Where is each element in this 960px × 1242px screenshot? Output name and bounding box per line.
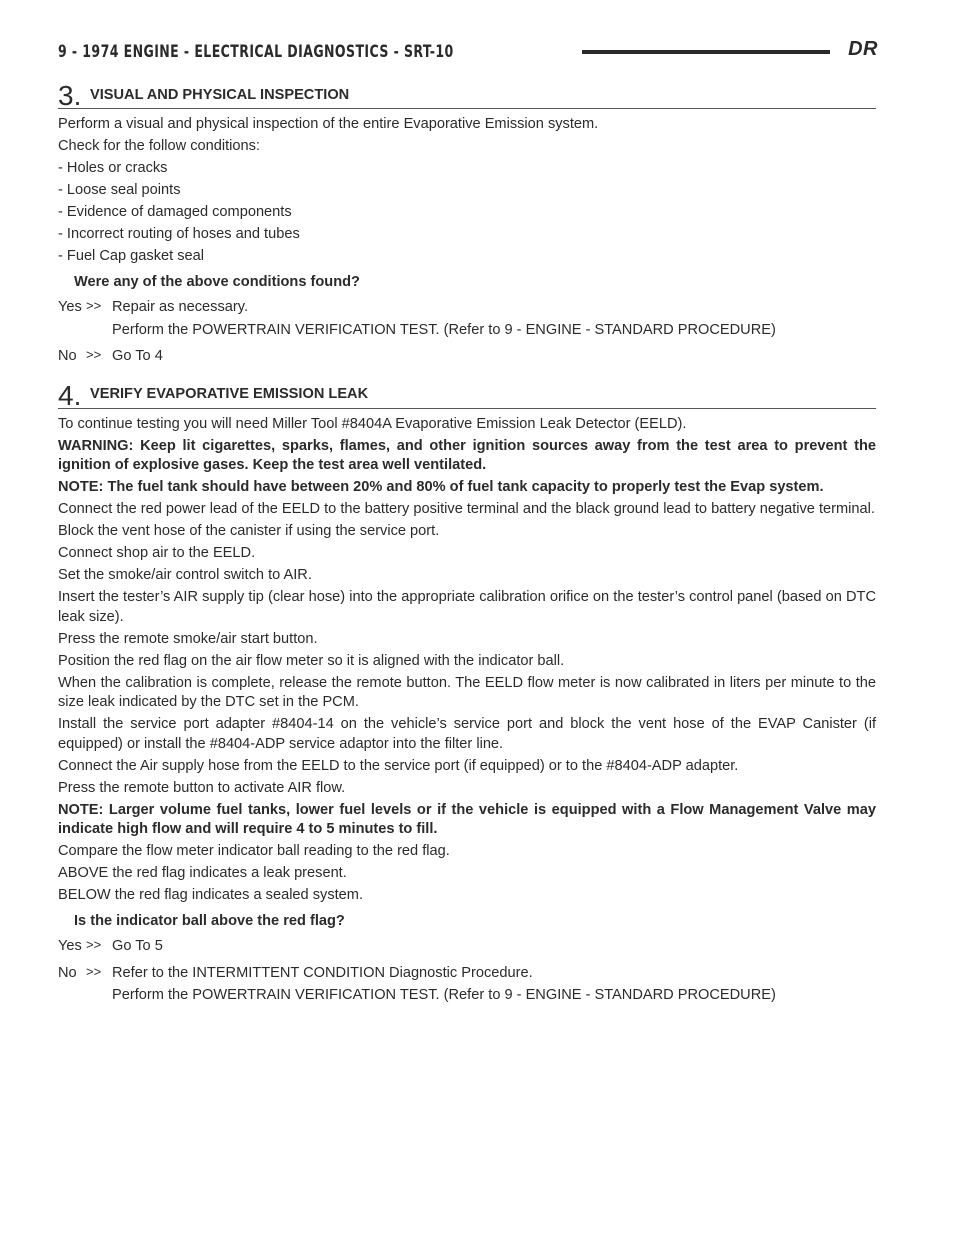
answer-arrow: >> xyxy=(86,937,102,952)
step-text: Set the smoke/air control switch to AIR. xyxy=(58,567,312,583)
step-title: VISUAL AND PHYSICAL INSPECTION xyxy=(90,86,350,103)
step-title: VERIFY EVAPORATIVE EMISSION LEAK xyxy=(90,386,369,402)
header-model-code: DR xyxy=(848,38,878,60)
answer-arrow: >> xyxy=(86,298,102,313)
step-text: Press the remote smoke/air start button. xyxy=(58,630,318,647)
step-text: Block the vent hose of the canister if using the service port. xyxy=(58,523,440,539)
note-text: NOTE: The fuel tank should have between 20% and 80% of fuel tank capacity to properly test the Evap system. xyxy=(58,479,824,495)
condition-item: - Holes or cracks xyxy=(58,160,168,176)
answer-text: Go To 5 xyxy=(112,938,163,954)
answer-arrow: >> xyxy=(86,347,102,362)
answer-label: No xyxy=(58,348,77,364)
warning-text: WARNING: Keep lit cigarettes, sparks, flames, and other ignition sources away from the test area to prevent the ignition of explosive gases. Keep the test area well ventilated. xyxy=(58,437,876,473)
answer-arrow: >> xyxy=(86,963,102,979)
answer-text: Refer to the INTERMITTENT CONDITION Diagnostic Procedure. xyxy=(112,964,533,981)
condition-item: - Evidence of damaged components xyxy=(58,204,292,220)
step-question: Is the indicator ball above the red flag? xyxy=(74,912,345,929)
step-text: Connect the Air supply hose from the EELD to the service port (if equipped) or to the #8404-ADP adapter. xyxy=(58,757,739,774)
step-text: Connect the red power lead of the EELD to the battery positive terminal and the black ground lead to battery negative terminal. xyxy=(58,501,875,517)
step-number: 3. xyxy=(58,80,82,111)
step-text: ABOVE the red flag indicates a leak present. xyxy=(58,865,347,881)
step-text: Perform a visual and physical inspection of the entire Evaporative Emission system. xyxy=(58,116,599,132)
condition-item: - Incorrect routing of hoses and tubes xyxy=(58,226,300,242)
running-header xyxy=(58,38,878,66)
header-rule xyxy=(582,50,830,54)
answer-no xyxy=(58,964,876,1009)
step-4-heading xyxy=(58,378,876,409)
step-text: Compare the flow meter indicator ball reading to the red flag. xyxy=(58,843,450,859)
step-text: Connect shop air to the EELD. xyxy=(58,545,256,561)
answer-label: No xyxy=(58,964,77,981)
step-text: When the calibration is complete, release the remote button. The EELD flow meter is now calibrated in liters per minute to the size leak indicated by the DTC set in the PCM. xyxy=(58,674,876,710)
answer-no xyxy=(58,347,876,370)
step-text: Position the red flag on the air flow meter so it is aligned with the indicator ball. xyxy=(58,652,565,669)
page-content xyxy=(58,78,876,1009)
answer-yes xyxy=(58,298,876,343)
answer-yes xyxy=(58,937,876,960)
condition-item: - Loose seal points xyxy=(58,182,181,198)
step-text: Press the remote button to activate AIR flow. xyxy=(58,779,346,796)
step-text: To continue testing you will need Miller Tool #8404A Evaporative Emission Leak Detector (EELD). xyxy=(58,415,687,432)
answer-text: Perform the POWERTRAIN VERIFICATION TEST. (Refer to 9 - ENGINE - STANDARD PROCEDURE) xyxy=(112,321,776,338)
header-title: 9 - 1974 ENGINE - ELECTRICAL DIAGNOSTICS - SRT-10 xyxy=(58,42,454,62)
step-number: 4. xyxy=(58,379,82,411)
step-text: Install the service port adapter #8404-14 on the vehicle’s service port and block the vent hose of the EVAP Canister (if equipped) or install the #8404-ADP service adaptor into the filter line. xyxy=(58,716,876,752)
step-text: Insert the tester’s AIR supply tip (clear hose) into the appropriate calibration orifice on the tester’s control panel (based on DTC leak size). xyxy=(58,589,876,625)
note-text: NOTE: Larger volume fuel tanks, lower fuel levels or if the vehicle is equipped with a Flow Management Valve may indicate high flow and will require 4 to 5 minutes to fill. xyxy=(58,801,876,837)
answer-text: Repair as necessary. xyxy=(112,299,248,315)
answer-label: Yes xyxy=(58,299,82,315)
step-3-heading xyxy=(58,78,876,109)
answer-text: Perform the POWERTRAIN VERIFICATION TEST. (Refer to 9 - ENGINE - STANDARD PROCEDURE) xyxy=(112,987,776,1003)
answer-label: Yes xyxy=(58,938,82,954)
answer-text: Go To 4 xyxy=(112,348,163,364)
step-text: BELOW the red flag indicates a sealed system. xyxy=(58,887,363,903)
step-text: Check for the follow conditions: xyxy=(58,138,260,154)
condition-item: - Fuel Cap gasket seal xyxy=(58,248,205,264)
step-question: Were any of the above conditions found? xyxy=(74,273,360,290)
